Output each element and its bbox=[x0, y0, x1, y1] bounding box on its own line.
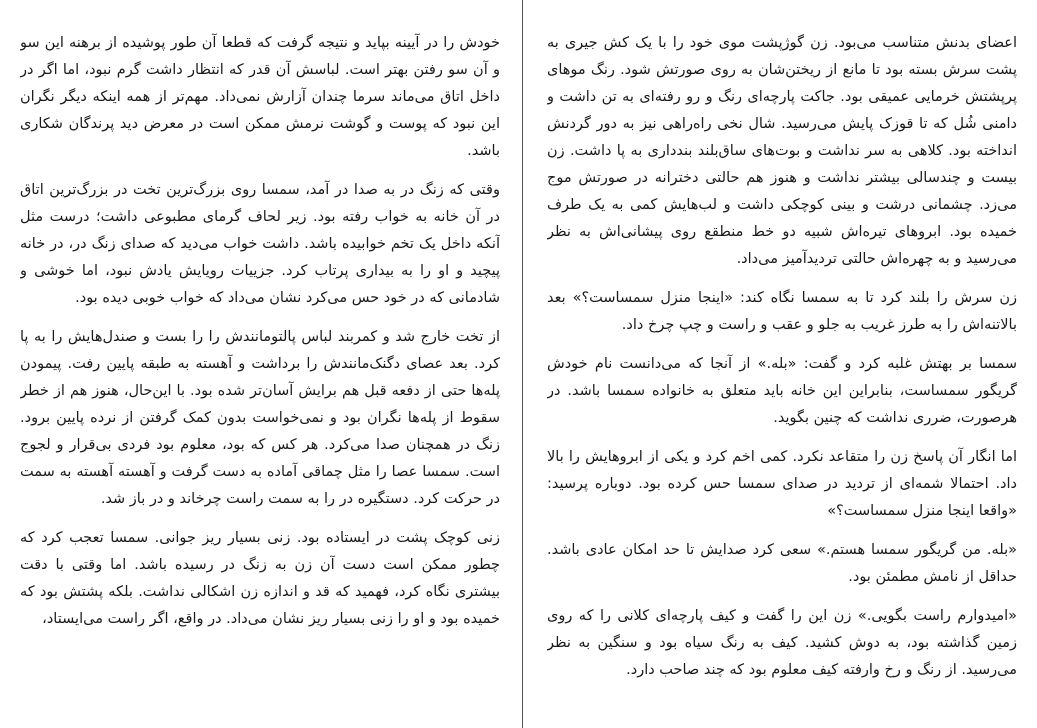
right-paragraph-1: اعضای بدنش متناسب می‌بود. زن گوژپشت موی خود را با یک کش جیری به پشت سرش بسته بود تا مانع از ریختن‌شان به روی صورتش شود. رنگ موهای پرپشتش خرمایی عمیقی بود. جاکت پارچه‌ای رنگ و رو رفته‌ای به تن داشت و دامنی شُل که تا قوزک پایش می‌رسید. شال نخی راه‌راهی نیز به دور گردنش انداخته بود. کلاهی به سر نداشت و بوت‌های ساق‌بلند بندداری به پا داشت. زن بیست و چندسالی بیشتر نداشت و هنوز هم حالتی دخترانه در صورتش موج می‌زد. چشمانی درشت و بینی کوچکی داشت و لب‌هایش کمی به یک طرف خمیده بود. ابروهای تیره‌اش شبیه دو خط منطقع روی پیشانی‌اش به نظر می‌رسید و به چهره‌اش حالتی تردیدآمیز می‌داد. bbox=[547, 35, 1017, 267]
page-gutter-divider bbox=[522, 0, 523, 728]
right-page bbox=[547, 30, 1017, 720]
left-paragraph-3: از تخت خارج شد و کمربند لباس پالتومانندش را را بست و صندل‌هایش را به پا کرد. بعد عصای دگنک‌مانندش را برداشت و آهسته به طبقه پایین رفت. پیمودن پله‌ها حتی از دفعه قبل هم برایش آسان‌تر شده بود. با این‌حال، هنوز هم از خطر سقوط از پله‌ها نگران بود و نمی‌خواست بدون کمک گرفتن از نرده پایین برود. زنگ در همچنان صدا می‌کرد. هر کس که بود، معلوم بود فردی بی‌قرار و لجوج است. سمسا عصا را مثل چماقی آماده به دست گرفت و آهسته آهسته به سمت در حرکت کرد. دستگیره در را به سمت راست چرخاند و در باز شد. bbox=[20, 329, 500, 507]
left-paragraph-4: زنی کوچک پشت در ایستاده بود. زنی بسیار ریز جوانی. سمسا تعجب کرد که چطور ممکن است دست آن زن به زنگ در رسیده باشد. اما وقتی با دقت بیشتری نگاه کرد، فهمید که قد و اندازه زن اشکالی نداشت. بلکه پشتش بود که خمیده بود و او را زنی بسیار ریز نشان می‌داد. در واقع، اگر راست می‌ایستاد، bbox=[20, 530, 500, 627]
right-paragraph-3: سمسا بر بهتش غلبه کرد و گفت: «بله.» از آنجا که می‌دانست نام خودش گریگور سمساست، بنابراین این خانه باید متعلق به خانواده سمسا باشد. در هرصورت، ضرری نداشت که چنین بگوید. bbox=[547, 356, 1017, 426]
right-paragraph-6: «امیدوارم راست بگویی.» زن این را گفت و کیف پارچه‌ای کلانی را که روی زمین گذاشته بود، به دوش کشید. کیف به رنگ سیاه بود و سنگین به نظر می‌رسید. از رنگ و رخ وارفته کیف معلوم بود که چند صاحب دارد. bbox=[547, 608, 1017, 678]
right-paragraph-2: زن سرش را بلند کرد تا به سمسا نگاه کند: «اینجا منزل سمساست؟» بعد بالاتنه‌اش را به طرز غریب به جلو و عقب و راست و چپ چرخ داد. bbox=[547, 290, 1017, 333]
left-paragraph-1: خودش را در آیینه بپاید و نتیجه گرفت که قطعا آن طور پوشیده از برهنه این سو و آن سو رفتن بهتر است. لباسش آن قدر که انتظار داشت گرم نبود، اما اگر در داخل اتاق می‌ماند سرما چندان آزارش نمی‌داد. مهم‌تر از همه اینکه دیگر نگران این نبود که پوست و گوشت نرمش ممکن است در معرض دید پرندگان شکاری باشد. bbox=[20, 35, 500, 159]
right-paragraph-4: اما انگار آن پاسخ زن را متقاعد نکرد. کمی اخم کرد و یکی از ابروهایش را بالا داد. احتمالا شمه‌ای از تردید در صدای سمسا حس کرده بود. دوباره پرسید: «واقعا اینجا منزل سمساست؟» bbox=[547, 449, 1017, 519]
right-paragraph-5: «بله. من گریگور سمسا هستم.» سعی کرد صدایش تا حد امکان عادی باشد. حداقل از نامش مطمئن بود. bbox=[547, 542, 1017, 585]
left-paragraph-2: وقتی که زنگ در به صدا در آمد، سمسا روی بزرگ‌ترین تخت در بزرگ‌ترین اتاق در آن خانه به خواب رفته بود. زیر لحاف گرمای مطبوعی داشت؛ درست مثل آنکه داخل یک تخم خوابیده باشد. داشت خواب می‌دید که صدای زنگ در، در خانه پیچید و او را به بیداری پرتاب کرد. جزییات رویایش یادش نبود، اما خوشی و شادمانی که در خود حس می‌کرد نشان می‌داد که خواب خوبی دیده بود. bbox=[20, 182, 500, 306]
left-page bbox=[20, 30, 500, 720]
